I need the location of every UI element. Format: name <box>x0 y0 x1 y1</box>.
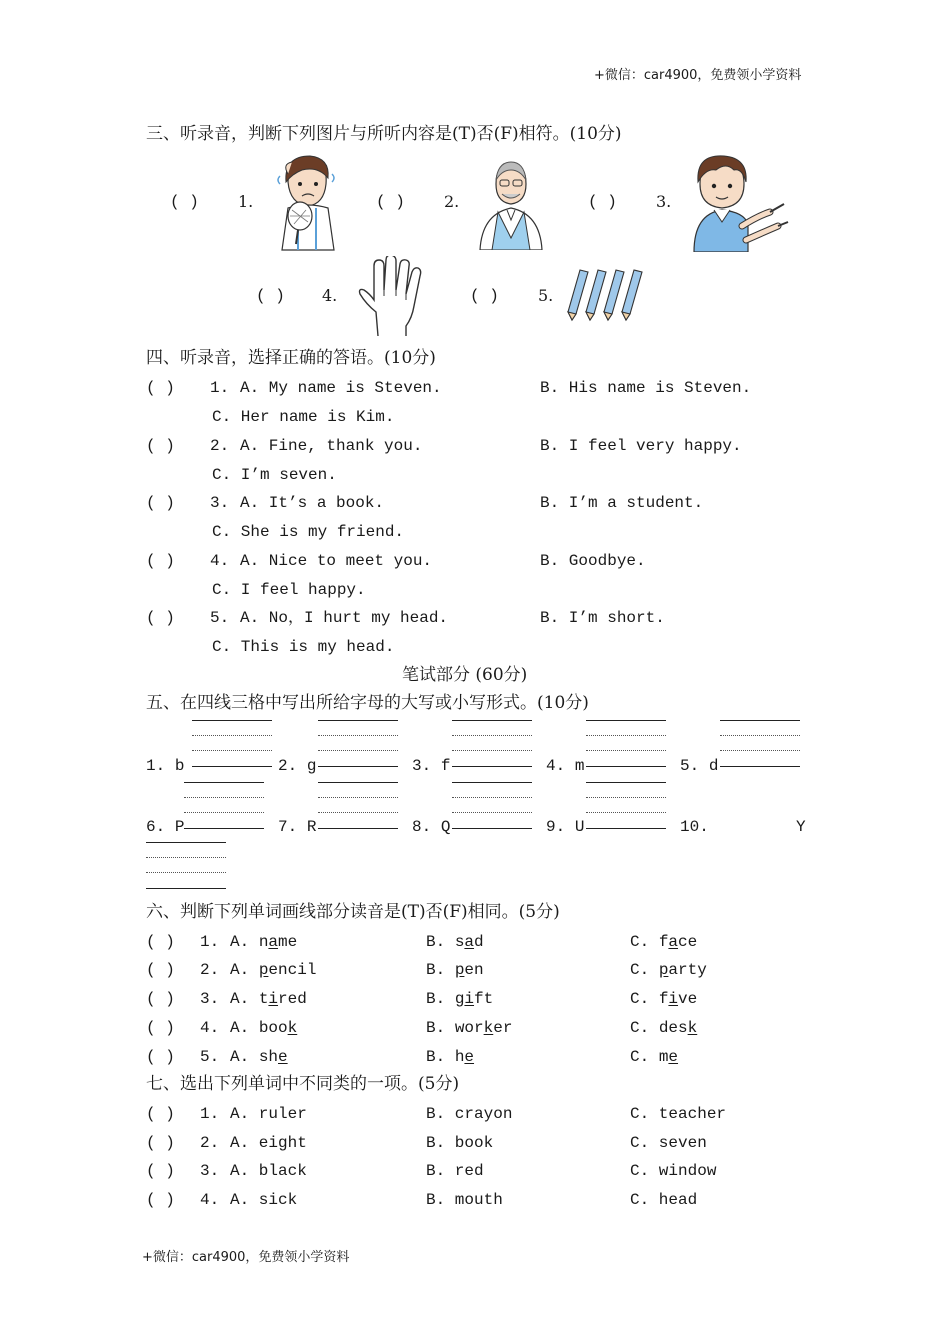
letter-item-1 <box>146 756 184 776</box>
given-letter: R <box>306 818 317 836</box>
item-number: 5. <box>680 757 700 775</box>
given-letter: P <box>174 818 185 836</box>
option-b: B. sad <box>426 933 484 951</box>
answer-blank[interactable]: ( ) <box>146 990 175 1008</box>
answer-blank[interactable]: ( ) <box>146 1019 175 1037</box>
writing-grid[interactable] <box>184 782 264 830</box>
option-c: C. party <box>630 961 707 979</box>
answer-blank[interactable]: ( ) <box>146 552 175 570</box>
given-letter: Y <box>796 818 806 836</box>
option-b: B. crayon <box>426 1105 513 1123</box>
answer-blank[interactable]: ( ) <box>146 437 175 455</box>
question-number: 2. <box>210 437 230 455</box>
writing-grid[interactable] <box>586 782 666 830</box>
answer-blank[interactable]: ( ) <box>146 961 175 979</box>
answer-blank[interactable]: ( ) <box>256 287 285 305</box>
given-letter: m <box>574 757 585 775</box>
question-number: 2. <box>200 1134 220 1152</box>
question-number: 1. <box>210 379 230 397</box>
answer-blank[interactable]: ( ) <box>146 1048 175 1066</box>
given-letter: g <box>306 757 317 775</box>
item-number: 8. <box>412 818 432 836</box>
writing-grid[interactable] <box>318 720 398 768</box>
item-number: 7. <box>278 818 298 836</box>
option-a: A. Nice to meet you. <box>240 552 433 570</box>
writing-grid[interactable] <box>192 720 272 768</box>
item-number: 4. <box>322 286 338 305</box>
option-a: A. No，I hurt my head. <box>240 609 449 627</box>
item-number: 6. <box>146 818 166 836</box>
item-number: 2. <box>444 192 460 211</box>
section4-heading: 四、听录音，选择正确的答语。(10分) <box>146 348 436 368</box>
question-number: 4. <box>210 552 230 570</box>
option-b: B. I feel very happy. <box>540 437 742 455</box>
section3-heading: 三、听录音，判断下列图片与所听内容是(T)否(F)相符。(10分) <box>146 124 622 144</box>
item-number: 1. <box>146 757 166 775</box>
given-letter: d <box>708 757 719 775</box>
item-number: 3. <box>656 192 672 211</box>
option-c: C. window <box>630 1162 717 1180</box>
pencils-picture <box>566 266 654 322</box>
answer-blank[interactable]: ( ) <box>146 1105 175 1123</box>
question-number: 3. <box>200 990 220 1008</box>
option-c: C. desk <box>630 1019 698 1037</box>
option-c: C. five <box>630 990 698 1008</box>
section6-heading: 六、判断下列单词画线部分读音是(T)否(F)相同。(5分) <box>146 902 560 922</box>
option-a: A. ruler <box>230 1105 307 1123</box>
option-b: B. I’m short. <box>540 609 665 627</box>
hand-picture <box>356 256 426 338</box>
letter-item-2 <box>278 756 316 776</box>
option-a: A. Fine, thank you. <box>240 437 423 455</box>
letter-item-4 <box>546 756 584 776</box>
option-c: C. me <box>630 1048 679 1066</box>
option-a: A. black <box>230 1162 307 1180</box>
question-number: 5. <box>210 609 230 627</box>
option-b: B. I’m a student. <box>540 494 704 512</box>
option-b: B. pen <box>426 961 484 979</box>
item-number: 9. <box>546 818 566 836</box>
option-b: B. Goodbye. <box>540 552 646 570</box>
option-c: C. Her name is Kim. <box>212 408 395 426</box>
answer-blank[interactable]: ( ) <box>588 193 617 211</box>
option-b: B. book <box>426 1134 494 1152</box>
option-a: A. sick <box>230 1191 298 1209</box>
option-a: A. pencil <box>230 961 317 979</box>
option-b: B. he <box>426 1048 475 1066</box>
option-a: A. name <box>230 933 298 951</box>
answer-blank[interactable]: ( ) <box>170 193 199 211</box>
footer-watermark: +微信：car4900，免费领小学资料 <box>142 1250 350 1265</box>
option-c: C. She is my friend. <box>212 523 405 541</box>
option-c: C. This is my head. <box>212 638 395 656</box>
answer-blank[interactable]: ( ) <box>146 379 175 397</box>
question-number: 2. <box>200 961 220 979</box>
option-b: B. red <box>426 1162 484 1180</box>
answer-blank[interactable]: ( ) <box>146 1191 175 1209</box>
item-number: 1. <box>238 192 254 211</box>
boy-pointing-picture <box>686 152 790 252</box>
writing-grid[interactable] <box>452 782 532 830</box>
item-number: 4. <box>546 757 566 775</box>
item-number: 3. <box>412 757 432 775</box>
writing-grid[interactable] <box>586 720 666 768</box>
letter-item-6 <box>146 817 184 837</box>
question-number: 5. <box>200 1048 220 1066</box>
letter-item-3 <box>412 756 450 776</box>
answer-blank[interactable]: ( ) <box>146 1134 175 1152</box>
writing-grid[interactable] <box>720 720 800 768</box>
option-a: A. she <box>230 1048 288 1066</box>
option-a: A. My name is Steven. <box>240 379 442 397</box>
given-letter: f <box>440 757 451 775</box>
option-c: C. teacher <box>630 1105 727 1123</box>
section5-heading: 五、在四线三格中写出所给字母的大写或小写形式。(10分) <box>146 693 589 713</box>
option-a: A. eight <box>230 1134 307 1152</box>
option-c: C. face <box>630 933 698 951</box>
writing-grid[interactable] <box>146 842 226 890</box>
option-b: B. mouth <box>426 1191 503 1209</box>
given-letter: b <box>174 757 185 775</box>
option-c: C. I feel happy. <box>212 581 366 599</box>
question-number: 3. <box>210 494 230 512</box>
option-c: C. I’m seven. <box>212 466 337 484</box>
letter-item-8 <box>412 817 450 837</box>
answer-blank[interactable]: ( ) <box>146 1162 175 1180</box>
written-part-title: 笔试部分 (60分) <box>402 665 528 685</box>
option-b: B. His name is Steven. <box>540 379 752 397</box>
hot-boy-picture <box>268 152 344 252</box>
section7-heading: 七、选出下列单词中不同类的一项。(5分) <box>146 1074 460 1094</box>
item-number: 5. <box>538 286 554 305</box>
option-a: A. book <box>230 1019 298 1037</box>
old-man-picture <box>474 158 548 250</box>
option-b: B. gift <box>426 990 494 1008</box>
item-number: 10. <box>680 818 709 836</box>
item-number: 2. <box>278 757 298 775</box>
answer-blank[interactable]: ( ) <box>146 933 175 951</box>
answer-blank[interactable]: ( ) <box>146 609 175 627</box>
answer-blank[interactable]: ( ) <box>146 494 175 512</box>
letter-item-5 <box>680 756 718 776</box>
given-letter: Q <box>440 818 451 836</box>
letter-item-9 <box>546 817 584 837</box>
question-number: 1. <box>200 933 220 951</box>
letter-item-7 <box>278 817 316 837</box>
question-number: 4. <box>200 1191 220 1209</box>
header-watermark: +微信：car4900，免费领小学资料 <box>594 68 802 83</box>
question-number: 4. <box>200 1019 220 1037</box>
question-number: 1. <box>200 1105 220 1123</box>
given-letter: U <box>574 818 585 836</box>
option-c: C. seven <box>630 1134 707 1152</box>
answer-blank[interactable]: ( ) <box>376 193 405 211</box>
answer-blank[interactable]: ( ) <box>470 287 499 305</box>
writing-grid[interactable] <box>318 782 398 830</box>
option-a: A. tired <box>230 990 307 1008</box>
option-a: A. It’s a book. <box>240 494 385 512</box>
writing-grid[interactable] <box>452 720 532 768</box>
option-b: B. worker <box>426 1019 513 1037</box>
option-c: C. head <box>630 1191 698 1209</box>
question-number: 3. <box>200 1162 220 1180</box>
